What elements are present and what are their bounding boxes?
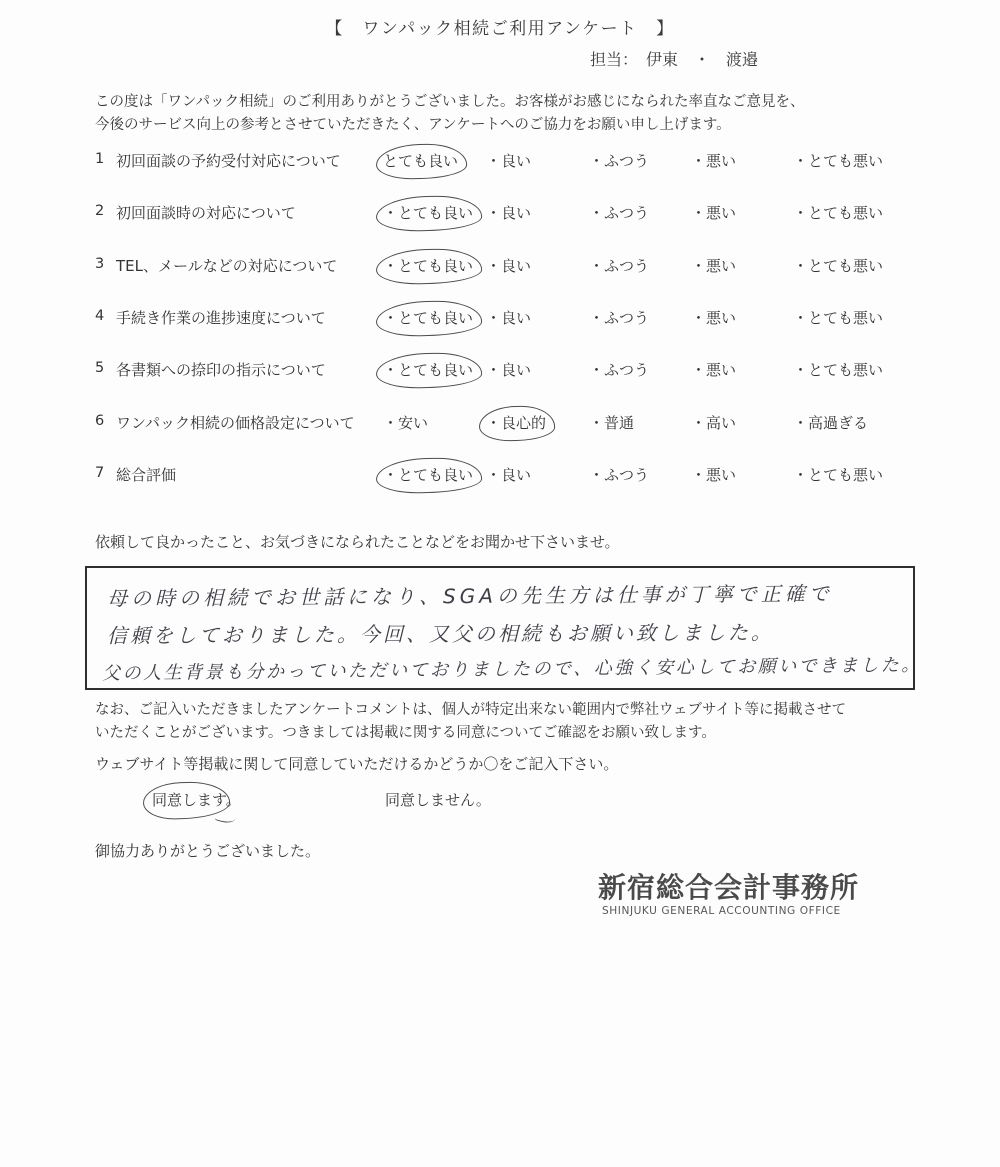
option-label: ・ふつう <box>589 309 650 327</box>
closing-thanks: 御協力ありがとうございました。 <box>95 842 321 860</box>
option-cell <box>486 307 531 328</box>
intro-line-2: 今後のサービス向上の参考とさせていただきたく、アンケートへのご協力をお願い申し上げます。 <box>95 117 731 134</box>
question-row-5 <box>95 359 915 389</box>
option-label: ・とても悪い <box>793 257 884 275</box>
option-label: ・ふつう <box>589 361 650 379</box>
survey-title: 【 ワンパック相続ご利用アンケート 】 <box>325 19 675 39</box>
intro-line-1: この度は「ワンパック相続」のご利用ありがとうございました。お客様がお感じになられた率直なご意見を、 <box>95 94 805 110</box>
option-label: ・とても悪い <box>793 309 884 327</box>
publication-note <box>95 699 846 745</box>
question-number: 6 <box>95 413 105 429</box>
option-cell-selected <box>486 412 546 433</box>
option-label: ・とても悪い <box>793 361 884 379</box>
option-label: ・良い <box>486 309 532 327</box>
option-label: ・とても悪い <box>793 466 884 484</box>
option-cell-selected <box>383 255 473 276</box>
question-row-7 <box>95 464 915 494</box>
question-number: 5 <box>95 360 105 376</box>
option-cell <box>589 150 649 171</box>
question-label: 手続き作業の進捗速度について <box>116 309 326 327</box>
handwritten-comment-line-2: 信頼をしておりました。今回、又父の相続もお願い致しました。 <box>106 620 775 648</box>
option-label: ・高過ぎる <box>793 414 869 432</box>
option-label: ・悪い <box>691 152 737 170</box>
option-label: ・悪い <box>691 204 737 222</box>
question-row-6 <box>95 412 915 442</box>
question-number: 4 <box>95 308 105 324</box>
option-label: ・ふつう <box>589 204 650 222</box>
question-label: 初回面談時の対応について <box>116 204 296 222</box>
option-cell <box>793 202 883 223</box>
option-label: ・良い <box>486 257 532 275</box>
comment-prompt: 依頼して良かったこと、お気づきになられたことなどをお聞かせ下さいませ。 <box>95 533 620 551</box>
question-label: 各書類への捺印の指示について <box>116 361 326 379</box>
option-label: ・良い <box>486 204 532 222</box>
option-cell <box>691 150 736 171</box>
question-number: 1 <box>95 151 105 167</box>
company-logo <box>598 873 859 917</box>
question-label: 総合評価 <box>116 466 177 484</box>
option-cell <box>793 255 883 276</box>
option-cell <box>793 359 883 380</box>
question-number: 7 <box>95 465 105 481</box>
consent-agree-label: 同意します。 <box>152 791 241 809</box>
option-cell <box>486 464 531 485</box>
question-number: 2 <box>95 203 105 219</box>
option-label: ・とても良い <box>383 204 474 222</box>
option-label: ・とても良い <box>383 309 474 327</box>
option-cell <box>691 202 736 223</box>
option-label: ・悪い <box>691 361 737 379</box>
option-cell-selected <box>383 150 458 171</box>
handwritten-comment-line-3: 父の人生背景も分かっていただいておりましたので、心強く安心してお願いできました。 <box>101 654 922 685</box>
consent-agree-option-selected <box>152 789 241 810</box>
option-cell <box>691 255 736 276</box>
option-cell <box>383 412 428 433</box>
option-cell <box>589 255 649 276</box>
intro-paragraph <box>95 91 804 138</box>
question-label: TEL、メールなどの対応について <box>116 257 338 275</box>
handwritten-comment-line-1: 母の時の相続でお世話になり、SGAの先生方は仕事が丁寧で正確で <box>106 581 833 611</box>
option-label: ・良心的 <box>486 414 547 432</box>
option-cell <box>691 464 736 485</box>
consent-disagree-option <box>385 789 491 810</box>
option-cell <box>589 202 649 223</box>
option-cell <box>793 150 883 171</box>
option-label: とても良い <box>383 152 459 170</box>
option-label: ・とても良い <box>383 466 474 484</box>
option-cell <box>793 464 883 485</box>
question-label: 初回面談の予約受付対応について <box>116 152 341 170</box>
option-cell <box>793 412 868 433</box>
question-number: 3 <box>95 256 105 272</box>
option-label: ・安い <box>383 414 429 432</box>
question-row-2 <box>95 202 915 232</box>
question-row-1 <box>95 150 915 180</box>
option-cell <box>589 307 649 328</box>
option-label: ・ふつう <box>589 152 650 170</box>
option-cell <box>589 412 634 433</box>
question-row-4 <box>95 307 915 337</box>
option-label: ・良い <box>486 152 532 170</box>
consent-instruction: ウェブサイト等掲載に関して同意していただけるかどうか〇をご記入下さい。 <box>95 755 619 773</box>
option-cell <box>793 307 883 328</box>
option-cell <box>691 307 736 328</box>
option-label: ・とても悪い <box>793 152 884 170</box>
option-label: ・普通 <box>589 414 635 432</box>
option-label: ・ふつう <box>589 257 650 275</box>
option-label: ・とても良い <box>383 361 474 379</box>
option-label: ・とても良い <box>383 257 474 275</box>
company-name-english: SHINJUKU GENERAL ACCOUNTING OFFICE <box>602 904 841 917</box>
option-label: ・悪い <box>691 466 737 484</box>
option-label: ・悪い <box>691 309 737 327</box>
question-label: ワンパック相続の価格設定について <box>116 414 355 432</box>
publication-note-line-1: なお、ご記入いただきましたアンケートコメントは、個人が特定出来ない範囲内で弊社ウェブサイト等に掲載させて <box>95 702 846 718</box>
option-cell-selected <box>383 202 473 223</box>
option-label: ・良い <box>486 466 532 484</box>
option-label: ・良い <box>486 361 532 379</box>
option-cell-selected <box>383 464 473 485</box>
option-cell <box>589 359 649 380</box>
option-label: ・ふつう <box>589 466 650 484</box>
publication-note-line-2: いただくことがございます。つきましては掲載に関する同意についてご確認をお願い致します。 <box>95 725 716 742</box>
option-label: ・高い <box>691 414 737 432</box>
option-label: ・悪い <box>691 257 737 275</box>
option-cell <box>486 202 531 223</box>
staff-line: 担当： 伊東 ・ 渡邉 <box>590 50 759 69</box>
consent-disagree-label: 同意しません。 <box>385 791 491 809</box>
question-row-3 <box>95 255 915 285</box>
option-cell <box>589 464 649 485</box>
option-cell <box>691 359 736 380</box>
option-cell-selected <box>383 359 473 380</box>
option-cell <box>486 359 531 380</box>
option-cell <box>691 412 736 433</box>
option-cell-selected <box>383 307 473 328</box>
company-name: 新宿総合会計事務所 <box>598 871 860 904</box>
option-cell <box>486 150 531 171</box>
option-label: ・とても悪い <box>793 204 884 222</box>
option-cell <box>486 255 531 276</box>
